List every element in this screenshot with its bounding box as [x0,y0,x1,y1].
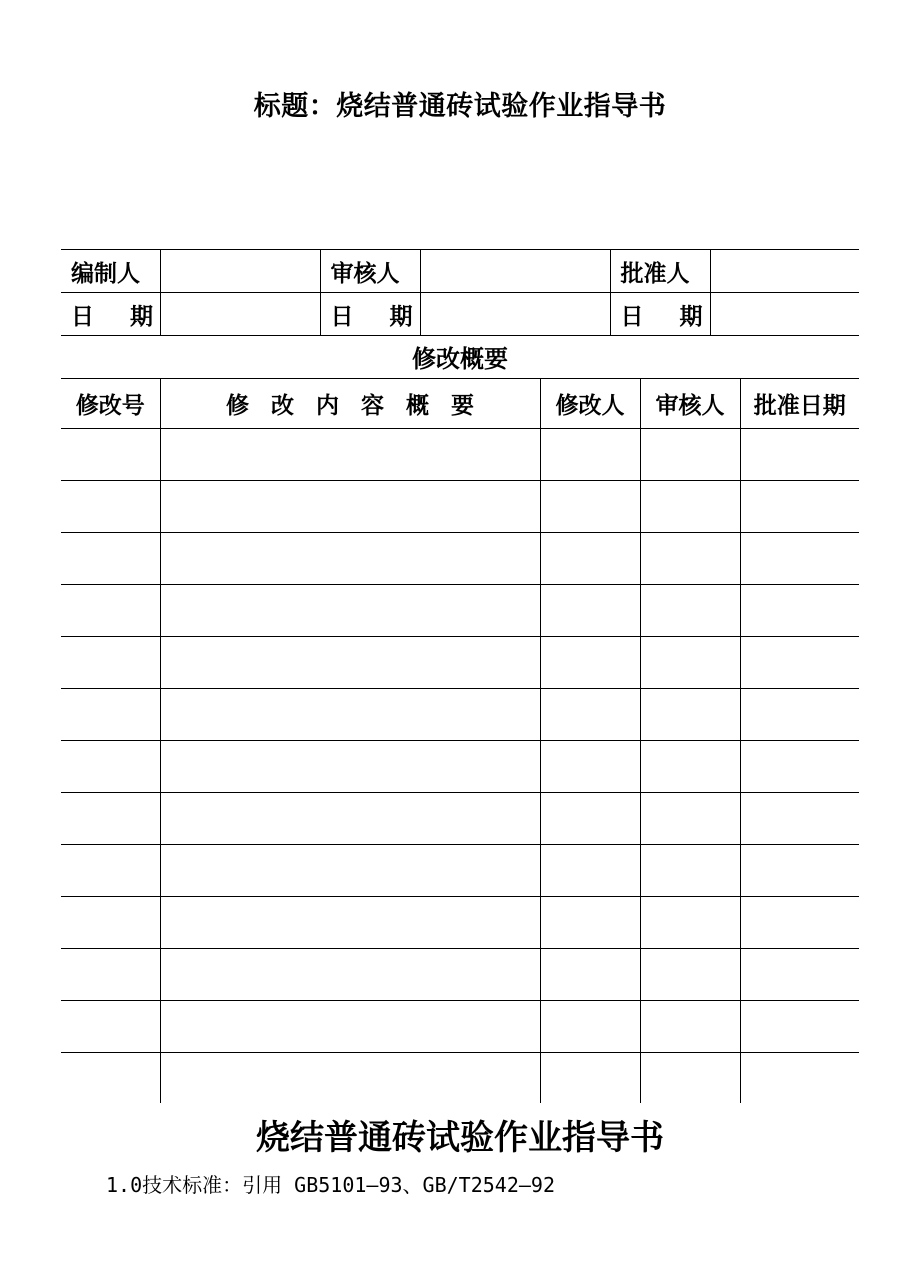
table-cell [540,532,640,584]
table-cell [160,1052,540,1103]
table-cell [640,844,740,896]
table-row [61,636,859,688]
table-cell [740,428,859,480]
table-cell [61,1052,160,1103]
table-cell [61,688,160,740]
reviewer-date-value [420,293,610,336]
approver-label: 批准人 [610,250,710,293]
revision-header-row [61,378,859,428]
table-cell [540,792,640,844]
table-cell [540,636,640,688]
table-cell [61,740,160,792]
table-cell [640,636,740,688]
revision-caption-row [61,335,859,378]
reviewer-value [420,250,610,293]
col-approval-date: 批准日期 [740,378,859,428]
table-cell [740,584,859,636]
table-cell [540,740,640,792]
compiler-date-label [61,293,160,336]
table-cell [740,688,859,740]
table-cell [740,1052,859,1103]
reviewer-label: 审核人 [320,250,420,293]
section-text: 引用 GB5101—93、GB/T2542—92 [242,1173,555,1197]
table-cell [540,428,640,480]
table-cell [540,896,640,948]
table-cell [640,896,740,948]
table-cell [61,844,160,896]
document-header-title: 标题：烧结普通砖试验作业指导书 [253,91,667,122]
table-cell [61,636,160,688]
date-label-char-1: 日 [620,303,644,330]
compiler-value [160,250,320,293]
table-cell [160,428,540,480]
table-cell [740,532,859,584]
revision-caption: 修改概要 [61,335,859,378]
table-row [61,584,859,636]
table-cell [540,1000,640,1052]
table-row [61,532,859,584]
table-cell [740,740,859,792]
table-cell [640,428,740,480]
table-cell [740,948,859,1000]
table-cell [640,584,740,636]
date-label-char-2: 期 [130,303,153,330]
col-revision-content: 修改内容概要 [160,378,540,428]
document-main-title: 烧结普通砖试验作业指导书 [256,1118,664,1158]
col-revised-by: 修改人 [540,378,640,428]
table-cell [540,1052,640,1103]
table-row [61,896,859,948]
approval-table [61,249,859,336]
section-label: 技术标准： [142,1173,243,1197]
table-cell [61,428,160,480]
table-row [61,740,859,792]
table-cell [61,896,160,948]
section-technical-standard [106,1169,555,1198]
table-cell [540,948,640,1000]
table-cell [540,688,640,740]
approver-date-label [610,293,710,336]
table-cell [160,636,540,688]
table-cell [61,948,160,1000]
table-cell [740,1000,859,1052]
table-cell [640,792,740,844]
table-cell [61,584,160,636]
table-cell [740,844,859,896]
table-row [61,1000,859,1052]
table-cell [640,1000,740,1052]
table-cell [61,480,160,532]
table-cell [740,636,859,688]
approval-row-names [61,250,859,293]
revision-table [61,335,859,1103]
table-cell [160,688,540,740]
table-row [61,688,859,740]
approval-row-dates [61,293,859,336]
table-cell [640,480,740,532]
table-row [61,480,859,532]
table-cell [640,532,740,584]
compiler-label: 编制人 [61,250,160,293]
table-row [61,792,859,844]
table-row [61,844,859,896]
table-cell [160,948,540,1000]
table-cell [61,1000,160,1052]
date-label-char-1: 日 [71,303,94,330]
table-cell [540,844,640,896]
table-cell [160,584,540,636]
table-cell [160,844,540,896]
col-reviewed-by: 审核人 [640,378,740,428]
table-cell [160,740,540,792]
table-cell [740,896,859,948]
date-label-char-2: 期 [389,303,413,330]
table-cell [740,480,859,532]
table-cell [540,480,640,532]
table-cell [160,480,540,532]
table-cell [640,1052,740,1103]
table-row [61,948,859,1000]
table-row [61,428,859,480]
table-cell [160,792,540,844]
table-cell [740,792,859,844]
approver-value [710,250,859,293]
table-cell [61,532,160,584]
table-cell [160,896,540,948]
table-cell [640,740,740,792]
table-cell [160,1000,540,1052]
table-cell [160,532,540,584]
section-number: 1.0 [106,1173,143,1197]
date-label-char-1: 日 [330,303,354,330]
table-row [61,1052,859,1103]
col-revision-no: 修改号 [61,378,160,428]
table-cell [540,584,640,636]
date-label-char-2: 期 [679,303,703,330]
table-cell [640,688,740,740]
approver-date-value [710,293,859,336]
table-cell [61,792,160,844]
table-cell [640,948,740,1000]
compiler-date-value [160,293,320,336]
reviewer-date-label [320,293,420,336]
